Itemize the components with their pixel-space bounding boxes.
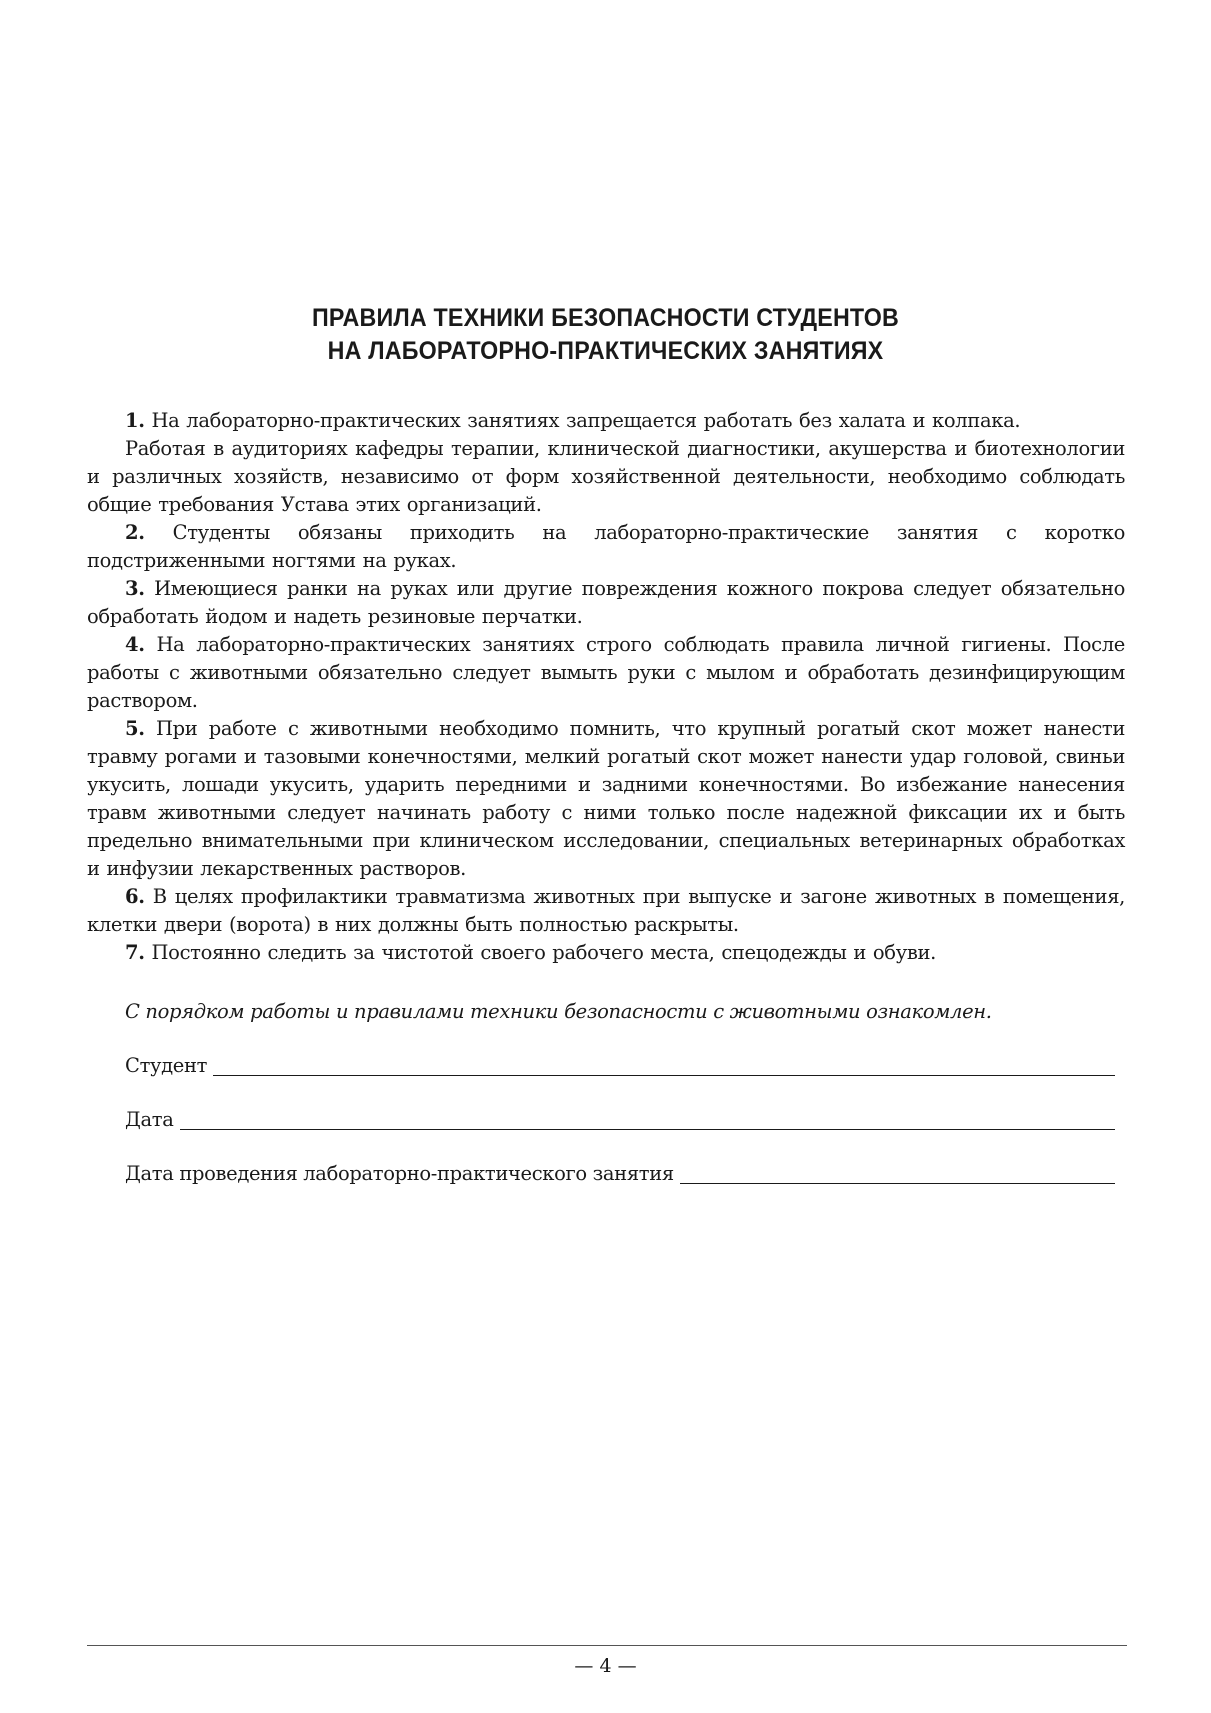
rule-paragraph	[87, 435, 1125, 519]
rule-number: 6.	[125, 885, 145, 908]
rule-paragraph	[87, 939, 1125, 967]
title-line-1: ПРАВИЛА ТЕХНИКИ БЕЗОПАСНОСТИ СТУДЕНТОВ	[312, 304, 899, 332]
rule-text: Студенты обязаны приходить на лабораторно-практические занятия с коротко подстриженными ногтями на руках.	[87, 521, 1125, 572]
rule-number: 4.	[125, 633, 145, 656]
footer-divider	[87, 1645, 1127, 1646]
rule-number: 7.	[125, 941, 145, 964]
rule-text: В целях профилактики травматизма животных при выпуске и загоне животных в помещения, клетки двери (ворота) в них должны быть полностью раскрыты.	[87, 885, 1125, 936]
date-label: Дата	[125, 1108, 174, 1131]
session-date-label: Дата проведения лабораторно-практического занятия	[125, 1162, 674, 1185]
rule-paragraph	[87, 519, 1125, 575]
session-date-field	[125, 1160, 1115, 1188]
rule-paragraph	[87, 715, 1125, 883]
rule-text: Имеющиеся ранки на руках или другие повреждения кожного покрова следует обязательно обработать йодом и надеть резиновые перчатки.	[87, 577, 1125, 628]
student-label: Студент	[125, 1054, 208, 1077]
session-date-blank-line[interactable]	[680, 1161, 1115, 1184]
rule-text: На лабораторно-практических занятиях строго соблюдать правила личной гигиены. После работы с животными обязательно следует вымыть руки с мылом и обработать дезинфицирующим раствором.	[87, 633, 1125, 712]
rule-number: 1.	[125, 409, 145, 432]
rule-number: 3.	[125, 577, 145, 600]
acknowledgement-text: С порядком работы и правилами техники безопасности с животными ознакомлен.	[125, 1000, 992, 1023]
page-number: — 4 —	[574, 1655, 637, 1677]
date-field	[125, 1106, 1115, 1134]
student-field	[125, 1052, 1115, 1080]
rule-paragraph	[87, 407, 1125, 435]
rule-text: Постоянно следить за чистотой своего рабочего места, спецодежды и обуви.	[144, 941, 936, 964]
rule-number: 5.	[125, 717, 145, 740]
rule-paragraph	[87, 575, 1125, 631]
rule-paragraph	[87, 631, 1125, 715]
page-title	[117, 302, 1094, 368]
rule-paragraph	[87, 883, 1125, 939]
student-blank-line[interactable]	[213, 1053, 1115, 1076]
rules-list	[87, 407, 1125, 967]
rule-number: 2.	[125, 521, 145, 544]
rule-text: При работе с животными необходимо помнить, что крупный рогатый скот может нанести травму рогами и тазовыми конечностями, мелкий рогатый скот может нанести удар головой, свиньи укусить, лошади укусить, ударить передними и задними конечностями. Во избежание нанесения травм животными следует начинать работу с ними только после надежной фиксации их и быть предельно внимательными при клиническом исследовании, специальных ветеринарных обработках и инфузии лекарственных растворов.	[87, 717, 1125, 880]
rule-text: На лабораторно-практических занятиях запрещается работать без халата и колпака.	[144, 409, 1021, 432]
date-blank-line[interactable]	[180, 1107, 1116, 1130]
rule-text: Работая в аудиториях кафедры терапии, клинической диагностики, акушерства и биотехнологии и различных хозяйств, независимо от форм хозяйственной деятельности, необходимо соблюдать общие требования Устава этих организаций.	[87, 437, 1125, 516]
title-line-2: НА ЛАБОРАТОРНО-ПРАКТИЧЕСКИХ ЗАНЯТИЯХ	[327, 337, 884, 365]
